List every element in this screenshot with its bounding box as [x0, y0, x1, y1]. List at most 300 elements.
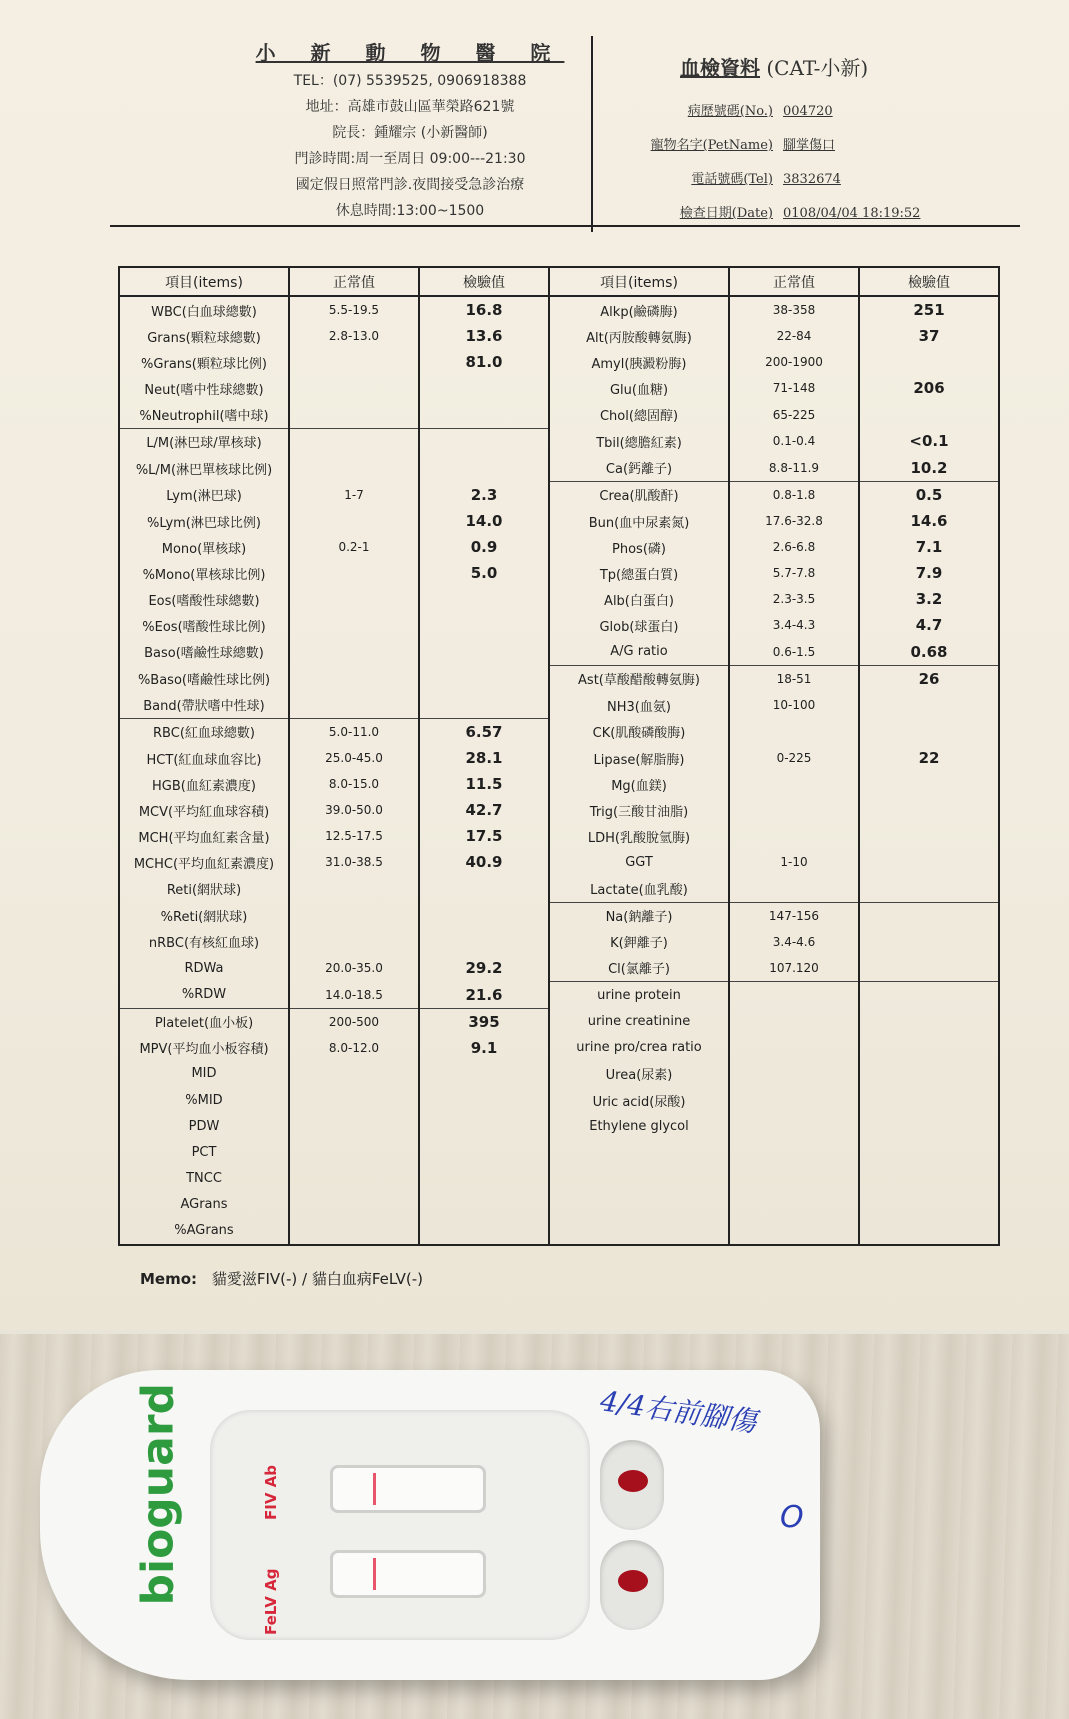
- table-row: [119, 665, 999, 692]
- cell-item-left: Lym(淋巴球): [119, 481, 289, 508]
- cell-item-left: MCH(平均血紅素含量): [119, 823, 289, 849]
- cell-normal-left: [289, 1218, 419, 1245]
- cell-normal-left: 25.0-45.0: [289, 745, 419, 771]
- cell-result-right: [859, 1139, 999, 1165]
- cell-normal-right: [729, 1061, 859, 1087]
- header-normal-right: 正常值: [729, 267, 859, 296]
- cell-result-right: [859, 823, 999, 849]
- cell-normal-right: [729, 1218, 859, 1245]
- fiv-sample-well: [600, 1440, 664, 1530]
- cell-result-left: [419, 876, 549, 903]
- cell-item-right: Lipase(解脂脢): [549, 745, 729, 771]
- felv-ag-label: FeLV Ag: [262, 1568, 280, 1635]
- cell-item-left: %Neutrophil(嗜中球): [119, 401, 289, 428]
- cell-item-right: CK(肌酸磷酸脢): [549, 718, 729, 745]
- cell-item-left: HCT(紅血球血容比): [119, 745, 289, 771]
- fiv-result-window: [330, 1465, 486, 1513]
- cell-result-right: [859, 982, 999, 1009]
- cell-normal-left: 5.0-11.0: [289, 718, 419, 745]
- cell-result-right: 26: [859, 665, 999, 692]
- cell-normal-right: [729, 1035, 859, 1061]
- cell-normal-left: 8.0-15.0: [289, 771, 419, 797]
- cell-normal-right: 22-84: [729, 323, 859, 349]
- table-row: [119, 955, 999, 982]
- cell-result-right: [859, 797, 999, 823]
- memo-label: Memo:: [140, 1270, 198, 1288]
- cell-normal-right: 147-156: [729, 902, 859, 929]
- info-label: 病歷號碼(No.): [687, 104, 773, 119]
- clinic-director: 院長：鍾耀宗 (小新醫師): [332, 125, 488, 141]
- cell-item-left: %Baso(嗜鹼性球比例): [119, 665, 289, 692]
- info-label: 寵物名字(PetName): [650, 138, 773, 153]
- cell-result-left: [419, 1061, 549, 1087]
- table-row: [119, 876, 999, 903]
- cell-result-right: 10.2: [859, 455, 999, 482]
- cell-result-right: [859, 692, 999, 719]
- table-row: [119, 1087, 999, 1113]
- cell-result-left: [419, 455, 549, 482]
- cell-item-left: Reti(網狀球): [119, 876, 289, 903]
- cell-result-right: 37: [859, 323, 999, 349]
- cell-result-left: 42.7: [419, 797, 549, 823]
- cell-normal-right: 107.120: [729, 955, 859, 982]
- cell-normal-right: 0.8-1.8: [729, 481, 859, 508]
- info-row-number: [625, 95, 1005, 129]
- cell-result-left: 17.5: [419, 823, 549, 849]
- cell-normal-left: [289, 428, 419, 455]
- cell-result-right: [859, 718, 999, 745]
- cell-item-right: LDH(乳酸脫氫脢): [549, 823, 729, 849]
- cell-normal-right: [729, 982, 859, 1009]
- cell-item-left: MCHC(平均血紅素濃度): [119, 849, 289, 875]
- cell-item-right: urine pro/crea ratio: [549, 1035, 729, 1061]
- cell-result-right: [859, 349, 999, 375]
- cell-result-left: [419, 902, 549, 929]
- info-label: 電話號碼(Tel): [691, 172, 773, 187]
- cell-result-left: 0.9: [419, 534, 549, 560]
- cell-item-left: PDW: [119, 1113, 289, 1139]
- table-row: [119, 508, 999, 534]
- cell-normal-right: 8.8-11.9: [729, 455, 859, 482]
- cell-result-left: [419, 1191, 549, 1217]
- cell-normal-left: [289, 1165, 419, 1191]
- cell-item-right: Alt(丙胺酸轉氨脢): [549, 323, 729, 349]
- cell-item-right: A/G ratio: [549, 639, 729, 666]
- cell-result-left: [419, 1139, 549, 1165]
- cell-item-right: Ethylene glycol: [549, 1113, 729, 1139]
- cell-item-right: Tbil(總膽紅素): [549, 428, 729, 455]
- table-row: [119, 534, 999, 560]
- blood-drop: [618, 1470, 648, 1492]
- cell-result-right: 3.2: [859, 586, 999, 612]
- cell-item-left: %AGrans: [119, 1218, 289, 1245]
- cell-result-left: [419, 929, 549, 955]
- cell-item-left: %Grans(顆粒球比例): [119, 349, 289, 375]
- result-panel: [210, 1410, 590, 1640]
- table-row: [119, 349, 999, 375]
- cell-normal-right: 5.7-7.8: [729, 560, 859, 586]
- cell-result-right: 4.7: [859, 612, 999, 638]
- cell-normal-right: 200-1900: [729, 349, 859, 375]
- cell-normal-left: [289, 455, 419, 482]
- table-row: [119, 612, 999, 638]
- cell-result-left: 16.8: [419, 296, 549, 323]
- cell-result-right: [859, 1061, 999, 1087]
- cell-result-right: [859, 1113, 999, 1139]
- cell-result-left: 29.2: [419, 955, 549, 982]
- cell-result-right: [859, 401, 999, 428]
- cell-normal-left: [289, 612, 419, 638]
- cell-item-right: Amyl(胰澱粉脢): [549, 349, 729, 375]
- cell-item-right: Urea(尿素): [549, 1061, 729, 1087]
- cell-result-left: 13.6: [419, 323, 549, 349]
- test-kit-photo: [0, 1334, 1069, 1719]
- cell-item-left: PCT: [119, 1139, 289, 1165]
- cell-normal-right: 2.6-6.8: [729, 534, 859, 560]
- cell-normal-right: [729, 1191, 859, 1217]
- cell-item-left: AGrans: [119, 1191, 289, 1217]
- cell-normal-right: [729, 1139, 859, 1165]
- cell-item-left: Mono(單核球): [119, 534, 289, 560]
- info-value: 0108/04/04 18:19:52: [783, 206, 921, 221]
- cell-normal-right: 17.6-32.8: [729, 508, 859, 534]
- blood-info-title-row: [680, 52, 1005, 81]
- cell-normal-left: [289, 586, 419, 612]
- cell-normal-right: [729, 1008, 859, 1035]
- cell-item-right: [549, 1218, 729, 1245]
- header-divider: [591, 36, 593, 232]
- clinic-header: [190, 38, 630, 224]
- cell-normal-left: [289, 665, 419, 692]
- cell-item-right: urine protein: [549, 982, 729, 1009]
- table-header-row: [119, 267, 999, 296]
- header-result-right: 檢驗值: [859, 267, 999, 296]
- bioguard-logo: bioguard: [132, 1382, 184, 1606]
- cell-item-left: Eos(嗜酸性球總數): [119, 586, 289, 612]
- clinic-holiday: 國定假日照常門診.夜間接受急診治療: [295, 177, 525, 193]
- blood-info-subtitle: (CAT-小新): [766, 56, 869, 80]
- table-row: [119, 1139, 999, 1165]
- table-row: [119, 1165, 999, 1191]
- cell-result-left: [419, 428, 549, 455]
- cell-normal-left: 39.0-50.0: [289, 797, 419, 823]
- cell-result-left: 2.3: [419, 481, 549, 508]
- cell-result-right: [859, 929, 999, 955]
- blood-info-title: 血檢資料: [680, 56, 760, 80]
- cell-normal-left: [289, 876, 419, 903]
- cell-result-right: [859, 1218, 999, 1245]
- table-row: [119, 1061, 999, 1087]
- test-kit-device: [40, 1370, 820, 1680]
- cell-result-left: 11.5: [419, 771, 549, 797]
- cell-item-right: [549, 1191, 729, 1217]
- cell-normal-right: 18-51: [729, 665, 859, 692]
- info-row-tel: [625, 163, 1005, 197]
- cell-item-right: Uric acid(尿酸): [549, 1087, 729, 1113]
- handwritten-note: 4/4右前腳傷: [598, 1384, 759, 1439]
- cell-result-left: [419, 639, 549, 666]
- cell-item-left: %Eos(嗜酸性球比例): [119, 612, 289, 638]
- cell-item-right: NH3(血氨): [549, 692, 729, 719]
- cell-item-right: Crea(肌酸酐): [549, 481, 729, 508]
- table-row: [119, 745, 999, 771]
- memo: [140, 1268, 423, 1289]
- cell-item-left: TNCC: [119, 1165, 289, 1191]
- cell-result-right: 22: [859, 745, 999, 771]
- cell-normal-right: [729, 771, 859, 797]
- cell-result-left: [419, 375, 549, 401]
- cell-item-right: Bun(血中尿素氮): [549, 508, 729, 534]
- table-row: [119, 401, 999, 428]
- cell-normal-right: [729, 718, 859, 745]
- cell-normal-left: 200-500: [289, 1008, 419, 1035]
- cell-result-left: [419, 1218, 549, 1245]
- cell-item-left: MID: [119, 1061, 289, 1087]
- cell-normal-left: [289, 349, 419, 375]
- cell-result-right: 206: [859, 375, 999, 401]
- cell-result-right: [859, 902, 999, 929]
- cell-normal-right: [729, 1113, 859, 1139]
- cell-normal-left: [289, 508, 419, 534]
- cell-normal-left: 31.0-38.5: [289, 849, 419, 875]
- cell-result-right: [859, 849, 999, 875]
- cell-result-right: 14.6: [859, 508, 999, 534]
- table-row: [119, 428, 999, 455]
- info-value: 3832674: [783, 172, 841, 187]
- cell-result-right: 0.68: [859, 639, 999, 666]
- blood-drop: [618, 1570, 648, 1592]
- cell-normal-left: 1-7: [289, 481, 419, 508]
- cell-normal-right: [729, 876, 859, 903]
- cell-result-right: [859, 1035, 999, 1061]
- cell-result-left: [419, 1087, 549, 1113]
- cell-result-right: <0.1: [859, 428, 999, 455]
- cell-normal-left: 5.5-19.5: [289, 296, 419, 323]
- cell-item-left: RBC(紅血球總數): [119, 718, 289, 745]
- cell-result-left: 40.9: [419, 849, 549, 875]
- cell-item-right: Cl(氯離子): [549, 955, 729, 982]
- cell-item-left: %Reti(網狀球): [119, 902, 289, 929]
- cell-item-right: [549, 1139, 729, 1165]
- cell-result-right: 0.5: [859, 481, 999, 508]
- cell-normal-left: [289, 401, 419, 428]
- cell-normal-right: 0-225: [729, 745, 859, 771]
- cell-item-right: GGT: [549, 849, 729, 875]
- cell-item-left: L/M(淋巴球/單核球): [119, 428, 289, 455]
- header-items-left: 項目(items): [119, 267, 289, 296]
- cell-normal-left: [289, 1113, 419, 1139]
- cell-result-right: [859, 771, 999, 797]
- cell-item-right: Mg(血鎂): [549, 771, 729, 797]
- felv-result-window: [330, 1550, 486, 1598]
- table-row: [119, 823, 999, 849]
- cell-result-left: 6.57: [419, 718, 549, 745]
- info-value: 004720: [783, 104, 833, 119]
- cell-result-left: 14.0: [419, 508, 549, 534]
- cell-normal-left: [289, 1087, 419, 1113]
- clinic-hours: 門診時間:周一至周日 09:00---21:30: [294, 151, 526, 167]
- cell-result-left: 9.1: [419, 1035, 549, 1061]
- clinic-address: 地址：高雄市鼓山區華榮路621號: [305, 99, 515, 115]
- cell-result-right: [859, 1087, 999, 1113]
- cell-item-left: %MID: [119, 1087, 289, 1113]
- table-row: [119, 771, 999, 797]
- cell-normal-left: [289, 1191, 419, 1217]
- cell-item-right: Tp(總蛋白質): [549, 560, 729, 586]
- cell-item-right: urine creatinine: [549, 1008, 729, 1035]
- lab-results-table: [118, 266, 1000, 1246]
- cell-item-left: MPV(平均血小板容積): [119, 1035, 289, 1061]
- clinic-tel: TEL：(07) 5539525, 0906918388: [293, 73, 527, 89]
- clinic-name: 小 新 動 物 醫 院: [255, 41, 565, 65]
- cell-normal-right: 38-358: [729, 296, 859, 323]
- table-row: [119, 323, 999, 349]
- cell-item-left: Baso(嗜鹼性球總數): [119, 639, 289, 666]
- felv-control-line: [373, 1558, 376, 1590]
- cell-normal-right: 0.6-1.5: [729, 639, 859, 666]
- cell-result-left: [419, 665, 549, 692]
- cell-result-right: 7.9: [859, 560, 999, 586]
- cell-normal-left: 0.2-1: [289, 534, 419, 560]
- cell-result-left: [419, 612, 549, 638]
- table-row: [119, 1191, 999, 1217]
- cell-item-right: Na(鈉離子): [549, 902, 729, 929]
- table-row: [119, 1035, 999, 1061]
- cell-normal-right: 3.4-4.3: [729, 612, 859, 638]
- info-row-date: [625, 197, 1005, 231]
- cell-normal-left: [289, 692, 419, 719]
- cell-item-left: Neut(嗜中性球總數): [119, 375, 289, 401]
- felv-sample-well: [600, 1540, 664, 1630]
- cell-item-right: Phos(磷): [549, 534, 729, 560]
- fiv-ab-label: FIV Ab: [262, 1464, 280, 1520]
- table-row: [119, 1218, 999, 1245]
- cell-normal-right: [729, 797, 859, 823]
- table-row: [119, 929, 999, 955]
- cell-item-left: %L/M(淋巴單核球比例): [119, 455, 289, 482]
- cell-item-left: Platelet(血小板): [119, 1008, 289, 1035]
- cell-normal-right: 10-100: [729, 692, 859, 719]
- cell-normal-left: [289, 1139, 419, 1165]
- cell-item-right: Trig(三酸甘油脂): [549, 797, 729, 823]
- cell-result-left: [419, 1113, 549, 1139]
- table-row: [119, 586, 999, 612]
- cell-item-right: Alkp(鹼磷脢): [549, 296, 729, 323]
- cell-item-left: RDWa: [119, 955, 289, 982]
- cell-item-right: Ast(草酸醋酸轉氨脢): [549, 665, 729, 692]
- cell-normal-left: 8.0-12.0: [289, 1035, 419, 1061]
- cell-result-left: [419, 1165, 549, 1191]
- fiv-control-line: [373, 1473, 376, 1505]
- table-row: [119, 560, 999, 586]
- cell-normal-left: [289, 375, 419, 401]
- cell-item-right: Glu(血糖): [549, 375, 729, 401]
- table-row: [119, 639, 999, 666]
- cell-result-right: [859, 955, 999, 982]
- cell-normal-right: [729, 1087, 859, 1113]
- cell-item-left: %Lym(淋巴球比例): [119, 508, 289, 534]
- cell-normal-left: 14.0-18.5: [289, 982, 419, 1009]
- cell-normal-left: 12.5-17.5: [289, 823, 419, 849]
- cell-normal-right: 3.4-4.6: [729, 929, 859, 955]
- cell-result-left: 81.0: [419, 349, 549, 375]
- cell-normal-left: [289, 902, 419, 929]
- cell-normal-left: [289, 639, 419, 666]
- cell-result-left: 21.6: [419, 982, 549, 1009]
- cell-normal-right: 0.1-0.4: [729, 428, 859, 455]
- cell-result-left: [419, 692, 549, 719]
- cell-result-left: 5.0: [419, 560, 549, 586]
- cell-item-right: Ca(鈣離子): [549, 455, 729, 482]
- cell-result-right: 7.1: [859, 534, 999, 560]
- cell-result-right: 251: [859, 296, 999, 323]
- cell-result-left: 395: [419, 1008, 549, 1035]
- handwritten-mark: O: [780, 1500, 804, 1535]
- cell-item-left: WBC(白血球總數): [119, 296, 289, 323]
- cell-result-right: [859, 1191, 999, 1217]
- table-row: [119, 1008, 999, 1035]
- table-row: [119, 718, 999, 745]
- cell-normal-right: 65-225: [729, 401, 859, 428]
- table-row: [119, 692, 999, 719]
- cell-result-left: [419, 586, 549, 612]
- cell-result-right: [859, 1008, 999, 1035]
- clinic-break: 休息時間:13:00~1500: [335, 203, 485, 219]
- header-items-right: 項目(items): [549, 267, 729, 296]
- table-row: [119, 849, 999, 875]
- cell-item-left: Band(帶狀嗜中性球): [119, 692, 289, 719]
- cell-item-right: Alb(白蛋白): [549, 586, 729, 612]
- cell-normal-right: [729, 1165, 859, 1191]
- cell-item-left: %Mono(單核球比例): [119, 560, 289, 586]
- cell-normal-left: [289, 1061, 419, 1087]
- header-normal-left: 正常值: [289, 267, 419, 296]
- info-label: 檢查日期(Date): [679, 206, 773, 221]
- cell-normal-left: [289, 560, 419, 586]
- cell-item-left: HGB(血紅素濃度): [119, 771, 289, 797]
- info-value: 腳掌傷口: [783, 138, 836, 153]
- table-row: [119, 797, 999, 823]
- cell-item-left: Grans(顆粒球總數): [119, 323, 289, 349]
- cell-result-left: 28.1: [419, 745, 549, 771]
- cell-normal-right: 71-148: [729, 375, 859, 401]
- cell-normal-right: 2.3-3.5: [729, 586, 859, 612]
- cell-result-left: [419, 401, 549, 428]
- table-row: [119, 902, 999, 929]
- memo-text: 貓愛滋FIV(-) / 貓白血病FeLV(-): [211, 1270, 423, 1288]
- cell-normal-left: 2.8-13.0: [289, 323, 419, 349]
- blood-info-panel: [625, 52, 1005, 231]
- cell-result-right: [859, 1165, 999, 1191]
- table-row: [119, 296, 999, 323]
- cell-result-right: [859, 876, 999, 903]
- table-row: [119, 375, 999, 401]
- info-row-petname: [625, 129, 1005, 163]
- header-result-left: 檢驗值: [419, 267, 549, 296]
- cell-normal-right: [729, 823, 859, 849]
- cell-normal-left: 20.0-35.0: [289, 955, 419, 982]
- cell-normal-right: 1-10: [729, 849, 859, 875]
- cell-item-right: [549, 1165, 729, 1191]
- cell-item-left: MCV(平均紅血球容積): [119, 797, 289, 823]
- table-row: [119, 481, 999, 508]
- cell-item-left: %RDW: [119, 982, 289, 1009]
- cell-item-right: Chol(總固醇): [549, 401, 729, 428]
- cell-item-left: nRBC(有核紅血球): [119, 929, 289, 955]
- cell-item-right: Lactate(血乳酸): [549, 876, 729, 903]
- table-row: [119, 455, 999, 482]
- cell-item-right: Glob(球蛋白): [549, 612, 729, 638]
